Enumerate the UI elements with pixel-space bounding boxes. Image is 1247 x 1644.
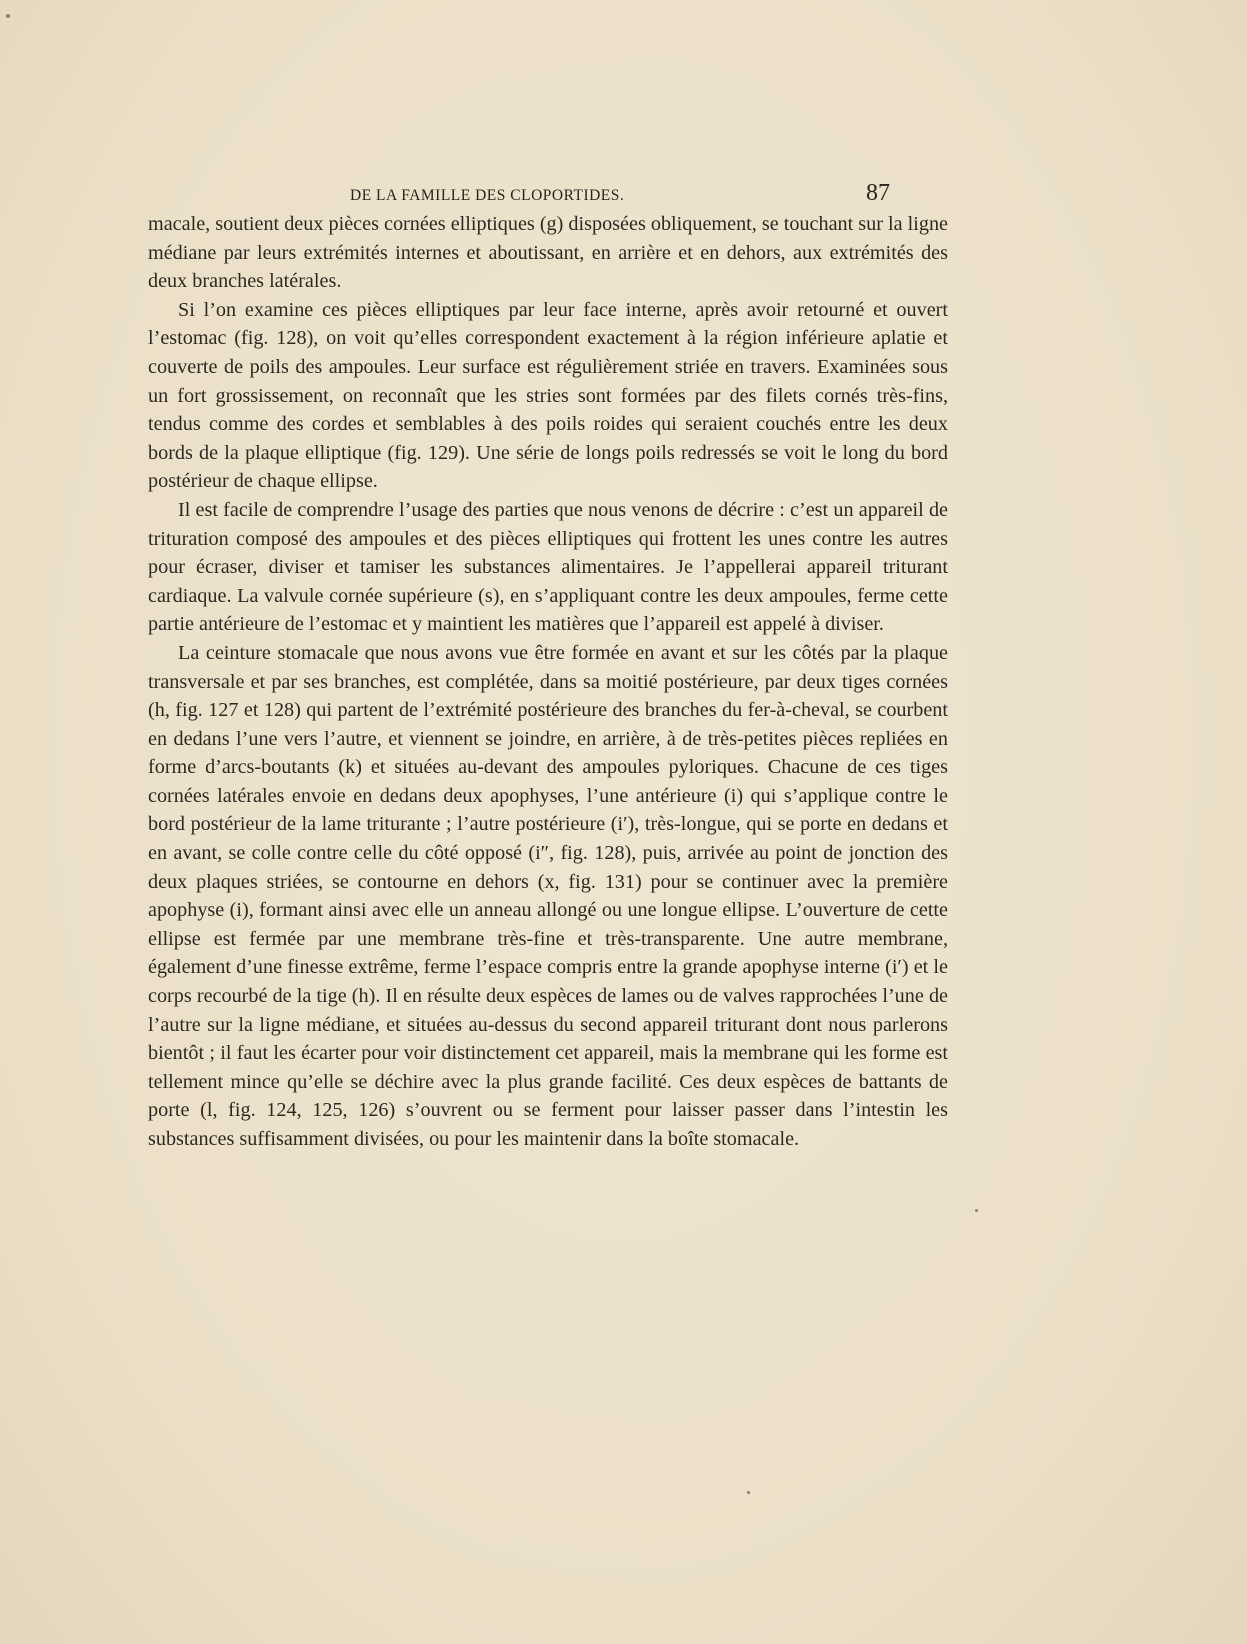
paragraph-1: macale, soutient deux pièces cornées elliptiques (g) disposées obliquement, se touchant sur la ligne médiane par leurs extrémités internes et aboutissant, en arrière et en dehors, aux extrémités des deux branches latérales. — [148, 213, 948, 293]
paper-speck — [975, 1209, 978, 1212]
paragraph-3: Il est facile de comprendre l’usage des parties que nous venons de décrire : c’est un appareil de trituration composé des ampoules et des pièces elliptiques qui frottent les unes contre les autres pour écraser, diviser et tamiser les substances alimentaires. Je l’appellerai appareil triturant cardiaque. La valvule cornée supérieure (s), en s’appliquant contre les deux ampoules, ferme cette partie antérieure de l’estomac et y maintient les matières que l’appareil est appelé à diviser. — [148, 498, 948, 636]
paper-speck — [747, 1491, 750, 1494]
page-number: 87 — [866, 180, 890, 206]
body-text — [148, 210, 948, 1154]
paragraph-2: Si l’on examine ces pièces elliptiques par leur face interne, après avoir retourné et ouvert l’estomac (fig. 128), on voit qu’elles correspondent exactement à la région inférieure aplatie et couverte de poils des ampoules. Leur surface est régulièrement striée en travers. Examinées sous un fort grossissement, on reconnaît que les stries sont formées par des filets cornés très-fins, tendus comme des cordes et semblables à des poils roides qui seraient couchés entre les deux bords de la plaque elliptique (fig. 129). Une série de longs poils redressés se voit le long du bord postérieur de chaque ellipse. — [148, 298, 948, 493]
running-head — [148, 180, 948, 209]
paper-speck — [6, 14, 10, 18]
running-title: DE LA FAMILLE DES CLOPORTIDES. — [350, 187, 625, 204]
paragraph-4: La ceinture stomacale que nous avons vue être formée en avant et sur les côtés par la plaque transversale et par ses branches, est complétée, dans sa moitié postérieure, par deux tiges cornées (h, fig. 127 et 128) qui partent de l’extrémité postérieure des branches du fer-à-cheval, se courbent en dedans l’une vers l’autre, et viennent se joindre, en arrière, à de très-petites pièces repliées en forme d’arcs-boutants (k) et situées au-devant des ampoules pyloriques. Chacune de ces tiges cornées latérales envoie en dedans deux apophyses, l’une antérieure (i) qui s’applique contre le bord postérieur de la lame triturante ; l’autre postérieure (i′), très-longue, qui se porte en dedans et en avant, se colle contre celle du côté opposé (i″, fig. 128), puis, arrivée au point de jonction des deux plaques striées, se contourne en dehors (x, fig. 131) pour se continuer avec la première apophyse (i), formant ainsi avec elle un anneau allongé ou une longue ellipse. L’ouverture de cette ellipse est fermée par une membrane très-fine et très-transparente. Une autre membrane, également d’une finesse extrême, ferme l’espace compris entre la grande apophyse interne (i′) et le corps recourbé de la tige (h). Il en résulte deux espèces de lames ou de valves rapprochées l’une de l’autre sur la ligne médiane, et situées au-dessus du second appareil triturant dont nous parlerons bientôt ; il faut les écarter pour voir distinctement cet appareil, mais la membrane qui les forme est tellement mince qu’elle se déchire avec la plus grande facilité. Ces deux espèces de battants de porte (l, fig. 124, 125, 126) s’ouvrent ou se ferment pour laisser passer dans l’intestin les substances suffisamment divisées, ou pour les maintenir dans la boîte stomacale. — [148, 641, 948, 1150]
